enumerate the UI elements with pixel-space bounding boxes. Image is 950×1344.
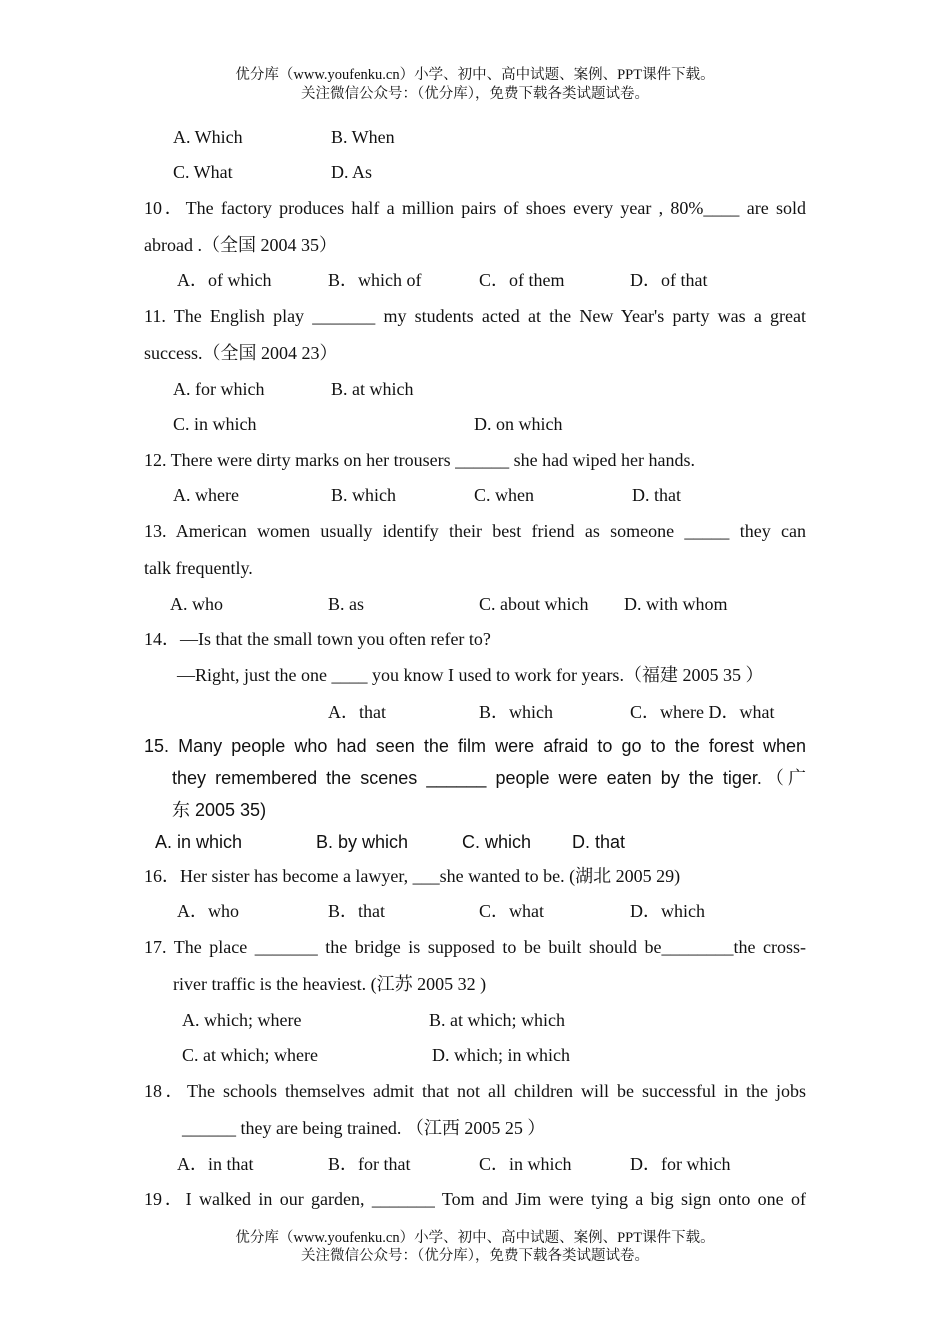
option-a: A. in which bbox=[155, 832, 243, 852]
question-text-cont: talk frequently. bbox=[144, 558, 253, 578]
question-text: 15. Many people who had seen the film were afraid to go to the forest when bbox=[144, 736, 806, 756]
option-d: D．which bbox=[630, 901, 705, 921]
option-a: A．of which bbox=[177, 270, 272, 290]
option-a: A. who bbox=[170, 594, 223, 614]
option-a: A. which; where bbox=[182, 1010, 302, 1030]
question-text: 13. American women usually identify their best friend as someone _____ they can bbox=[144, 521, 806, 541]
option-c: C．what bbox=[479, 901, 544, 921]
footer-line-1: 优分库（www.youfenku.cn）小学、初中、高中试题、案例、PPT课件下载。 bbox=[235, 1230, 715, 1246]
question-text: 16．Her sister has become a lawyer, ___she wanted to be. (湖北 2005 29) bbox=[144, 866, 681, 886]
option-d: D. that bbox=[632, 485, 681, 505]
option-b: B. which bbox=[331, 485, 396, 505]
question-text-cont: ______ they are being trained. （江西 2005 25 ） bbox=[182, 1118, 546, 1138]
question-text-cont-2: 东 2005 35) bbox=[172, 800, 267, 820]
option-a: A. Which bbox=[173, 127, 243, 147]
option-b: B. as bbox=[328, 594, 364, 614]
question-text: 12. There were dirty marks on her trousers ______ she had wiped her hands. bbox=[144, 450, 696, 470]
option-b: B．which of bbox=[328, 270, 422, 290]
header-line-2: 关注微信公众号：（优分库），免费下载各类试题试卷。 bbox=[301, 86, 649, 102]
question-text-cont: success.（全国 2004 23） bbox=[144, 343, 338, 363]
option-d: D．for which bbox=[630, 1154, 731, 1174]
question-text: 17. The place _______ the bridge is supposed to be built should be________the cross- bbox=[144, 937, 806, 957]
option-c: C. when bbox=[474, 485, 534, 505]
question-text: 14．—Is that the small town you often refer to? bbox=[144, 629, 491, 649]
question-text: 18．The schools themselves admit that not all children will be successful in the jobs bbox=[144, 1081, 806, 1101]
option-a: A．who bbox=[177, 901, 239, 921]
option-d: D．of that bbox=[630, 270, 708, 290]
option-c-d: C．where D．what bbox=[630, 702, 775, 722]
option-c: C. at which; where bbox=[182, 1045, 318, 1065]
option-b: B. at which bbox=[331, 379, 414, 399]
option-c: C．in which bbox=[479, 1154, 572, 1174]
option-c: C. What bbox=[173, 162, 233, 182]
question-text: 11. The English play _______ my students acted at the New Year's party was a great bbox=[144, 306, 806, 326]
question-text: 10．The factory produces half a million pairs of shoes every year , 80%____ are sold bbox=[144, 198, 806, 218]
option-b: B. at which; which bbox=[429, 1010, 565, 1030]
option-b: B. by which bbox=[316, 832, 409, 852]
option-c: C．of them bbox=[479, 270, 565, 290]
option-c: C. in which bbox=[173, 414, 257, 434]
footer-line-2: 关注微信公众号：（优分库），免费下载各类试题试卷。 bbox=[301, 1248, 649, 1264]
option-d: D. with whom bbox=[624, 594, 728, 614]
option-b: B. When bbox=[331, 127, 395, 147]
option-d: D. that bbox=[572, 832, 626, 852]
option-a: A. where bbox=[173, 485, 239, 505]
question-text-cont: —Right, just the one ____ you know I used to work for years.（福建 2005 35 ） bbox=[177, 665, 764, 685]
option-d: D. As bbox=[331, 162, 373, 182]
option-d: D. which; in which bbox=[432, 1045, 570, 1065]
option-a: A. for which bbox=[173, 379, 265, 399]
option-a: A．that bbox=[328, 702, 386, 722]
header-line-1: 优分库（www.youfenku.cn）小学、初中、高中试题、案例、PPT课件下载。 bbox=[235, 67, 715, 83]
option-b: B．for that bbox=[328, 1154, 411, 1174]
option-b: B．that bbox=[328, 901, 385, 921]
option-c: C. about which bbox=[479, 594, 589, 614]
question-text-cont: river traffic is the heaviest. (江苏 2005 32 ) bbox=[173, 974, 487, 994]
question-text-cont: abroad .（全国 2004 35） bbox=[144, 235, 337, 255]
question-text: 19．I walked in our garden, _______ Tom and Jim were tying a big sign onto one of bbox=[144, 1189, 806, 1209]
question-text-cont: they remembered the scenes ______ people were eaten by the tiger.（广 bbox=[172, 768, 806, 788]
option-d: D. on which bbox=[474, 414, 563, 434]
option-c: C. which bbox=[462, 832, 532, 852]
option-a: A．in that bbox=[177, 1154, 254, 1174]
option-b: B．which bbox=[479, 702, 553, 722]
